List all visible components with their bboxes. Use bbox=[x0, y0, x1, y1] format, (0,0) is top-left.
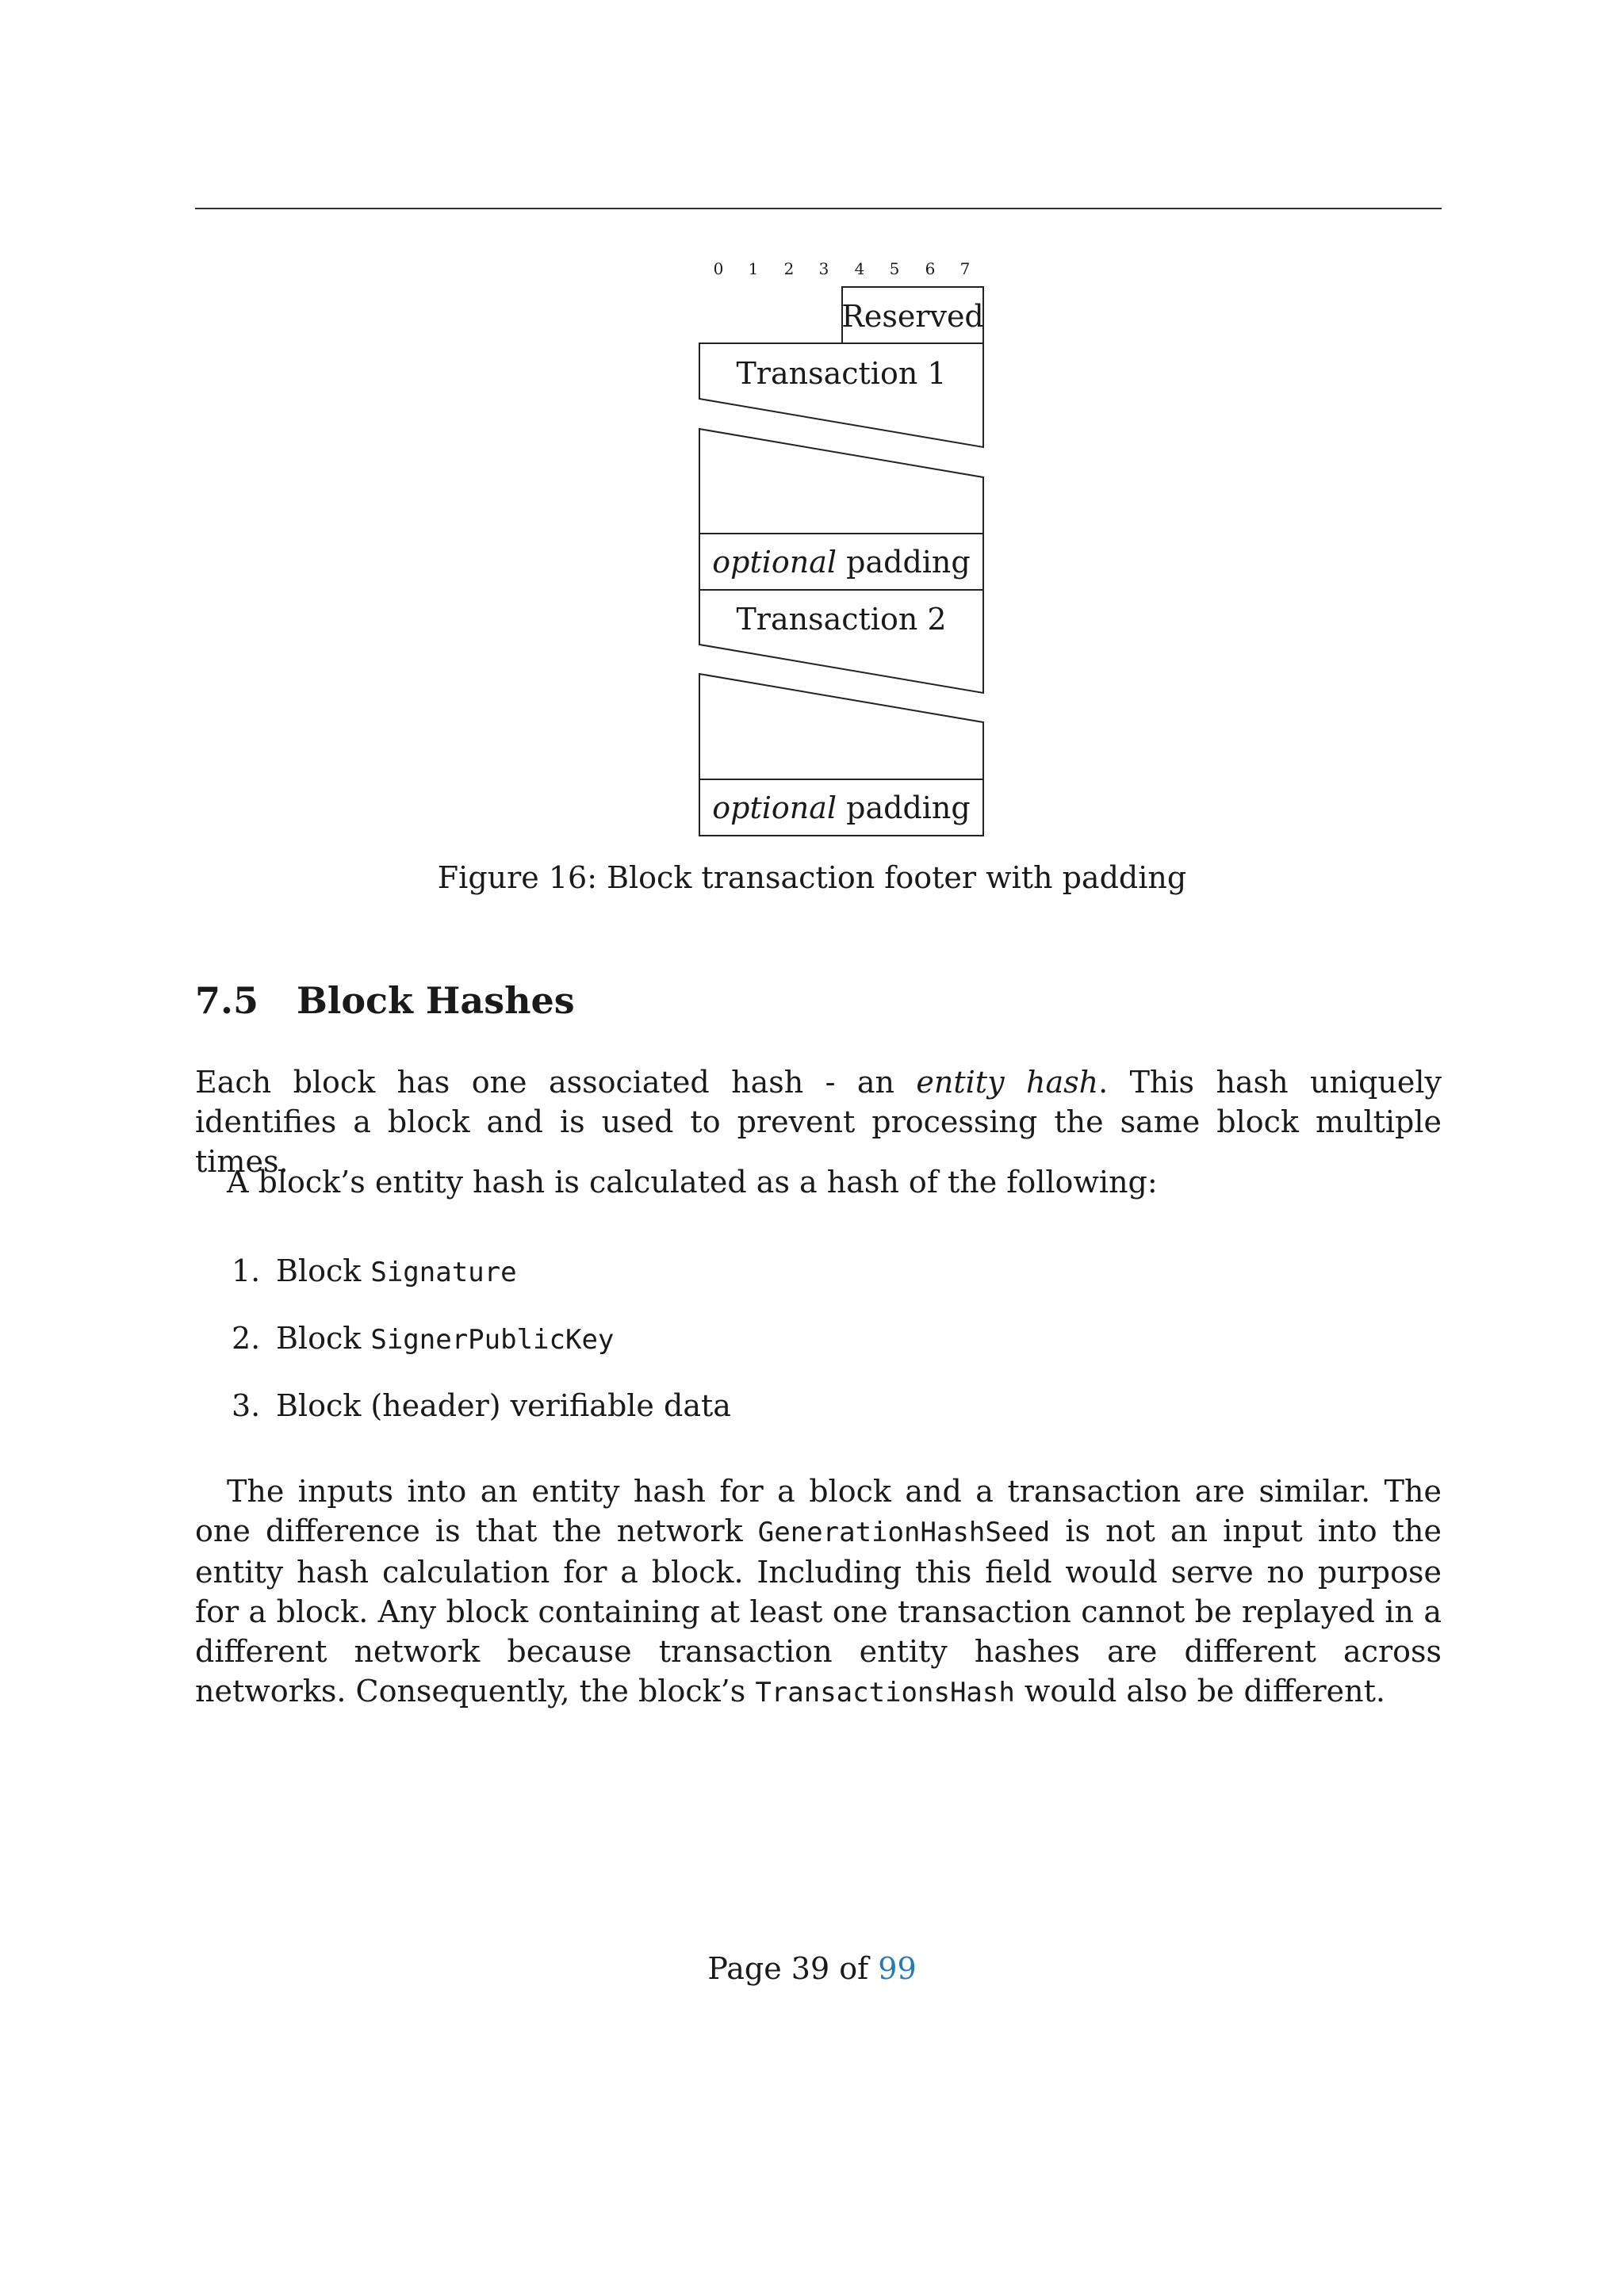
list-item-text: Block bbox=[276, 1321, 371, 1356]
body-text-a: The inputs into an entity hash for a block and a transaction are similar. The one difference is that the network bbox=[195, 1474, 1442, 1548]
padding-space bbox=[837, 790, 846, 825]
intro-text-b: . This hash uniquely identifies a block and is used to prevent processing the same block multiple times. bbox=[195, 1065, 1442, 1179]
list-item bbox=[195, 1386, 1442, 1425]
hash-inputs-list bbox=[195, 1251, 1442, 1453]
bit-label: 6 bbox=[925, 259, 936, 278]
page-current: Page 39 bbox=[707, 1951, 830, 1986]
body-text-b: is not an input into the entity hash calculation for a block. Including this field would serve no purpose for a block. Any block containing at least one transaction cannot be replayed in a different network because transaction entity hashes are different across networks. Consequently, the block’s bbox=[195, 1513, 1442, 1709]
intro-text-a: Each block has one associated hash - an bbox=[195, 1065, 917, 1100]
figure-caption: Figure 16: Block transaction footer with padding bbox=[437, 860, 1187, 895]
padding-label-2 bbox=[712, 790, 970, 825]
list-item-code: Signature bbox=[370, 1257, 517, 1288]
list-marker: 2. bbox=[232, 1321, 261, 1356]
list-item bbox=[195, 1251, 1442, 1291]
transaction-2-label: Transaction 2 bbox=[736, 602, 947, 637]
bit-label: 0 bbox=[713, 259, 724, 278]
comparison-paragraph bbox=[195, 1471, 1442, 1712]
page-total-link[interactable]: 99 bbox=[878, 1951, 917, 1986]
list-marker: 3. bbox=[232, 1388, 261, 1423]
transaction-1-continuation bbox=[699, 429, 983, 534]
entity-hash-term: entity hash bbox=[916, 1065, 1099, 1100]
transactions-hash-code: TransactionsHash bbox=[755, 1677, 1015, 1709]
padding-label-1 bbox=[712, 545, 970, 580]
block-footer-diagram bbox=[682, 254, 999, 840]
padding-word: padding bbox=[846, 545, 971, 580]
block-footer-figure bbox=[682, 254, 999, 840]
list-item-code: SignerPublicKey bbox=[370, 1324, 615, 1356]
generation-hash-seed-code: GenerationHashSeed bbox=[757, 1517, 1051, 1548]
section-title: Block Hashes bbox=[297, 979, 575, 1022]
hash-inputs-intro: A block’s entity hash is calculated as a hash of the following: bbox=[227, 1165, 1158, 1200]
transaction-1-label: Transaction 1 bbox=[736, 356, 947, 391]
reserved-label: Reserved bbox=[841, 299, 984, 334]
bit-label: 5 bbox=[889, 259, 900, 278]
bit-label: 2 bbox=[783, 259, 795, 278]
body-text-c: would also be different. bbox=[1014, 1674, 1385, 1709]
padding-italic: optional bbox=[712, 545, 837, 580]
bit-index-labels bbox=[714, 259, 971, 278]
list-item bbox=[195, 1318, 1442, 1358]
list-item-text: Block bbox=[276, 1253, 371, 1288]
section-heading bbox=[195, 977, 575, 1024]
header-rule bbox=[195, 208, 1442, 209]
page-of: of bbox=[839, 1951, 869, 1986]
list-item-text: Block (header) verifiable data bbox=[276, 1388, 731, 1423]
padding-space bbox=[837, 545, 846, 580]
page-number bbox=[0, 1949, 1624, 1988]
list-marker: 1. bbox=[232, 1253, 261, 1288]
bit-label: 1 bbox=[748, 259, 759, 278]
bit-label: 4 bbox=[854, 259, 865, 278]
transaction-2-continuation bbox=[699, 674, 983, 779]
bit-label: 3 bbox=[818, 259, 829, 278]
padding-word: padding bbox=[846, 790, 971, 825]
padding-italic: optional bbox=[712, 790, 837, 825]
section-number: 7.5 bbox=[195, 979, 259, 1022]
bit-label: 7 bbox=[959, 259, 971, 278]
